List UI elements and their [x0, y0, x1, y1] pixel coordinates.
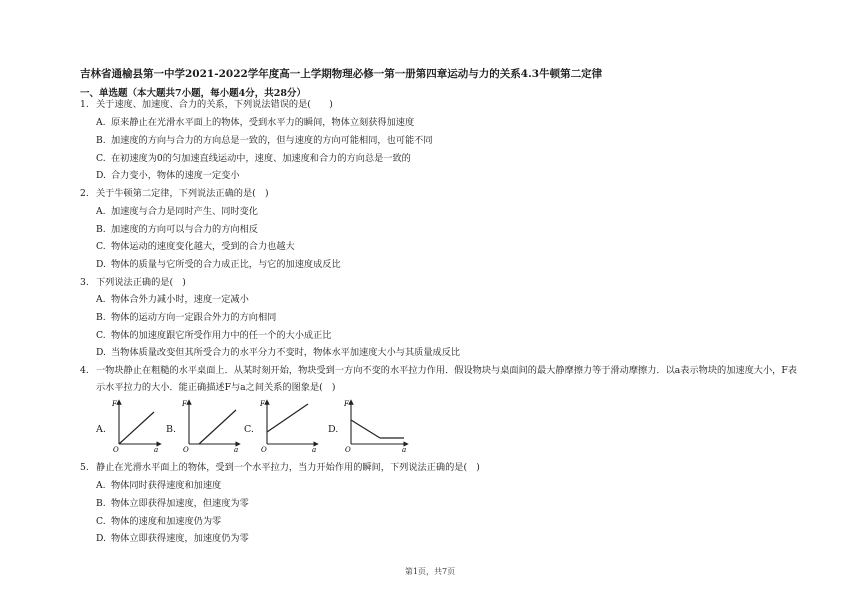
axis-label-y: F	[260, 400, 265, 408]
page-footer: 第1页，共7页	[404, 567, 456, 576]
option-text: 物体同时获得速度和加速度	[111, 480, 222, 491]
option-label: A.	[96, 480, 106, 491]
origin-label: O	[345, 446, 351, 453]
option-label: D.	[96, 259, 106, 270]
question-number: 5.	[80, 462, 89, 473]
option-label: A.	[96, 206, 106, 217]
origin-label: O	[113, 446, 119, 453]
graph-d	[344, 398, 410, 453]
axis-label-y: F	[344, 400, 349, 408]
option-text: 物体的运动方向一定跟合外力的方向相同	[111, 312, 277, 323]
option-text: 在初速度为0的匀加速直线运动中，速度、加速度和合力的方向总是一致的	[111, 153, 411, 164]
question-stem-line2: 示水平拉力的大小．能正确描述F与a之间关系的图象是( )	[96, 382, 336, 393]
option-label: B.	[96, 498, 106, 509]
question-number: 2.	[80, 188, 89, 199]
option-text: 物体立即获得速度，加速度仍为零	[111, 533, 249, 544]
axis-label-x: a	[234, 446, 239, 453]
option-text: 物体立即获得加速度，但速度为零	[111, 498, 249, 509]
option-label: C.	[96, 330, 106, 341]
axis-label-y: F	[182, 400, 187, 408]
option-label: A.	[96, 294, 106, 305]
section-heading: 一、单选题（本大题共7小题，每小题4分，共28分）	[80, 88, 306, 99]
axis-label-y: F	[112, 400, 117, 408]
question-stem: 下列说法正确的是( )	[96, 277, 186, 288]
option-text: 合力变小，物体的速度一定变小	[111, 170, 240, 181]
option-text: 当物体质量改变但其所受合力的水平分力不变时，物体水平加速度大小与其质量成反比	[111, 347, 461, 358]
question-stem-line1: 一物块静止在粗糙的水平桌面上．从某时刻开始，物块受到一方向不变的水平拉力作用．假设物块与桌面间的最大静摩擦力等于滑动摩擦力．以a表示物块的加速度大小，F表	[96, 365, 797, 376]
option-label: C.	[96, 153, 106, 164]
origin-label: O	[183, 446, 189, 453]
option-label: D.	[96, 533, 106, 544]
axis-label-x: a	[154, 446, 159, 453]
question-number: 3.	[80, 277, 89, 288]
option-text: 原来静止在光滑水平面上的物体，受到水平力的瞬间，物体立刻获得加速度	[111, 117, 415, 128]
question-stem: 关于速度、加速度、合力的关系，下列说法错误的是( )	[96, 99, 333, 110]
option-text: 物体运动的速度变化越大，受到的合力也越大	[111, 241, 295, 252]
option-text: 加速度的方向与合力的方向总是一致的，但与速度的方向可能相同，也可能不同	[111, 135, 433, 146]
option-text: 物体合外力减小时，速度一定减小	[111, 294, 249, 305]
option-label: D.	[96, 170, 106, 181]
option-label: B.	[96, 135, 106, 146]
graph-option-label-d: D.	[328, 424, 339, 435]
option-label: A.	[96, 117, 106, 128]
graph-line	[199, 410, 236, 444]
graph-line	[119, 412, 154, 444]
axis-label-x: a	[312, 446, 317, 453]
question-stem: 关于牛顿第二定律，下列说法正确的是( )	[96, 188, 269, 199]
option-text: 物体的质量与它所受的合力成正比，与它的加速度成反比	[111, 259, 341, 270]
option-label: C.	[96, 241, 106, 252]
graph-line	[351, 420, 380, 438]
option-label: B.	[96, 224, 106, 235]
option-text: 加速度的方向可以与合力的方向相反	[111, 224, 258, 235]
question-number: 1.	[80, 99, 89, 110]
graph-c	[260, 398, 320, 453]
option-text: 物体的加速度跟它所受作用力中的任一个的大小成正比	[111, 330, 332, 341]
graph-line	[267, 404, 308, 432]
document-title: 吉林省通榆县第一中学2021-2022学年度高一上学期物理必修一第一册第四章运动与力的关系4.3牛顿第二定律	[80, 68, 603, 80]
question-number: 4.	[80, 365, 89, 376]
option-label: D.	[96, 347, 106, 358]
axis-label-x: a	[402, 446, 407, 453]
graph-option-label-c: C.	[244, 424, 254, 435]
graph-option-label-a: A.	[96, 424, 106, 435]
option-label: C.	[96, 516, 106, 527]
graph-option-label-b: B.	[166, 424, 177, 435]
graph-a	[112, 398, 162, 453]
option-label: B.	[96, 312, 106, 323]
option-text: 物体的速度和加速度仍为零	[111, 516, 222, 527]
origin-label: O	[261, 446, 267, 453]
graph-b	[182, 398, 242, 453]
question-stem: 静止在光滑水平面上的物体，受到一个水平拉力，当力开始作用的瞬间，下列说法正确的是( )	[96, 462, 480, 473]
option-text: 加速度与合力是同时产生、同时变化	[111, 206, 258, 217]
